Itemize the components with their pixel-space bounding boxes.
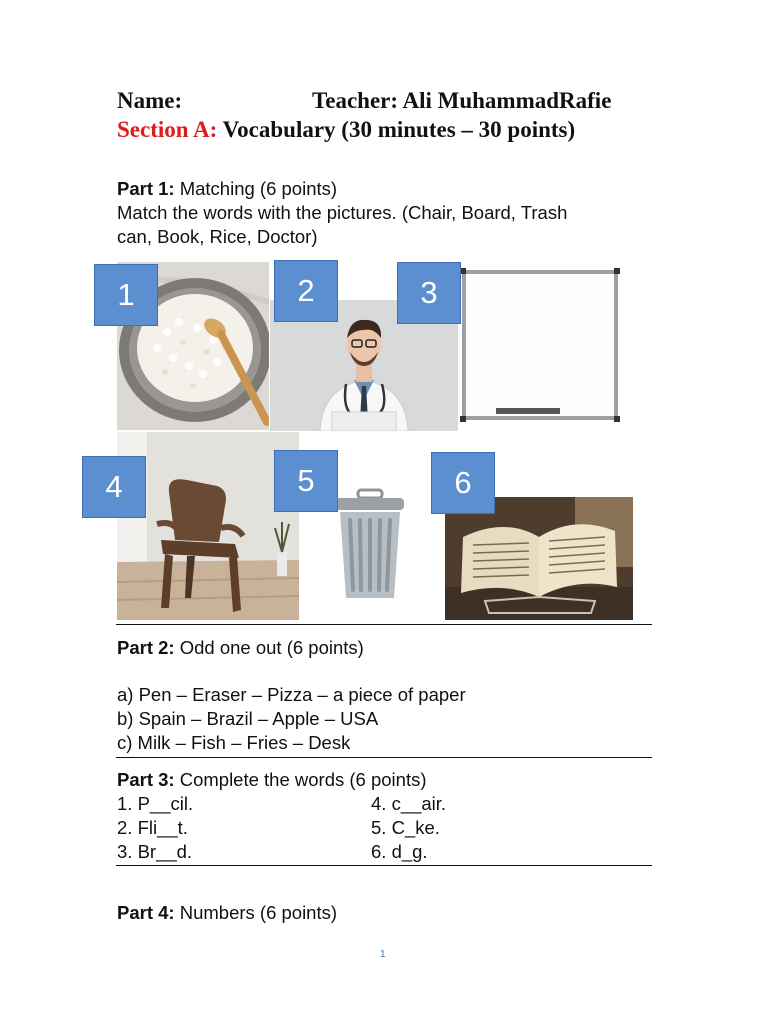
part3-title: Complete the words (6 points) bbox=[179, 769, 427, 790]
part3-item-5: 5. C_ke. bbox=[371, 817, 440, 838]
divider bbox=[116, 624, 652, 625]
part3-item-1: 1. P__cil. bbox=[117, 793, 194, 814]
part3-label: Part 3: bbox=[117, 769, 175, 790]
part2-heading bbox=[117, 636, 364, 660]
number-box-2: 2 bbox=[274, 260, 338, 322]
part2-label: Part 2: bbox=[117, 637, 175, 658]
part3-item-2: 2. Fli__t. bbox=[117, 817, 188, 838]
part2-item-c: c) Milk – Fish – Fries – Desk bbox=[117, 732, 351, 753]
part1-title: Matching (6 points) bbox=[179, 178, 338, 199]
whiteboard-picture bbox=[460, 266, 622, 426]
number-box-1: 1 bbox=[94, 264, 158, 326]
part2-item-a: a) Pen – Eraser – Pizza – a piece of paper bbox=[117, 684, 466, 705]
number-box-4: 4 bbox=[82, 456, 146, 518]
section-label: Section A: bbox=[117, 117, 218, 142]
page-number: 1 bbox=[380, 949, 386, 960]
part1-label: Part 1: bbox=[117, 178, 175, 199]
book-picture bbox=[445, 497, 633, 620]
section-title: Vocabulary (30 minutes – 30 points) bbox=[222, 117, 576, 142]
number-box-3: 3 bbox=[397, 262, 461, 324]
number-box-5: 5 bbox=[274, 450, 338, 512]
part1-instruction-line1: Match the words with the pictures. (Chair, Board, Trash bbox=[117, 202, 568, 223]
name-label: Name: bbox=[117, 88, 183, 113]
part2-title: Odd one out (6 points) bbox=[179, 637, 364, 658]
part3-heading bbox=[117, 768, 427, 792]
part1-instruction-line2: can, Book, Rice, Doctor) bbox=[117, 226, 318, 247]
part4-title: Numbers (6 points) bbox=[179, 902, 338, 923]
part4-heading bbox=[117, 901, 337, 925]
divider bbox=[116, 757, 652, 758]
trash-can-picture bbox=[330, 488, 410, 600]
divider bbox=[116, 865, 652, 866]
part3-item-4: 4. c__air. bbox=[371, 793, 447, 814]
number-box-6: 6 bbox=[431, 452, 495, 514]
section-heading bbox=[117, 117, 575, 143]
part3-item-3: 3. Br__d. bbox=[117, 841, 193, 862]
part2-item-b: b) Spain – Brazil – Apple – USA bbox=[117, 708, 379, 729]
part1-heading bbox=[117, 177, 337, 201]
teacher-label: Teacher: Ali MuhammadRafie bbox=[312, 88, 612, 113]
part4-label: Part 4: bbox=[117, 902, 175, 923]
part3-item-6: 6. d_g. bbox=[371, 841, 428, 862]
